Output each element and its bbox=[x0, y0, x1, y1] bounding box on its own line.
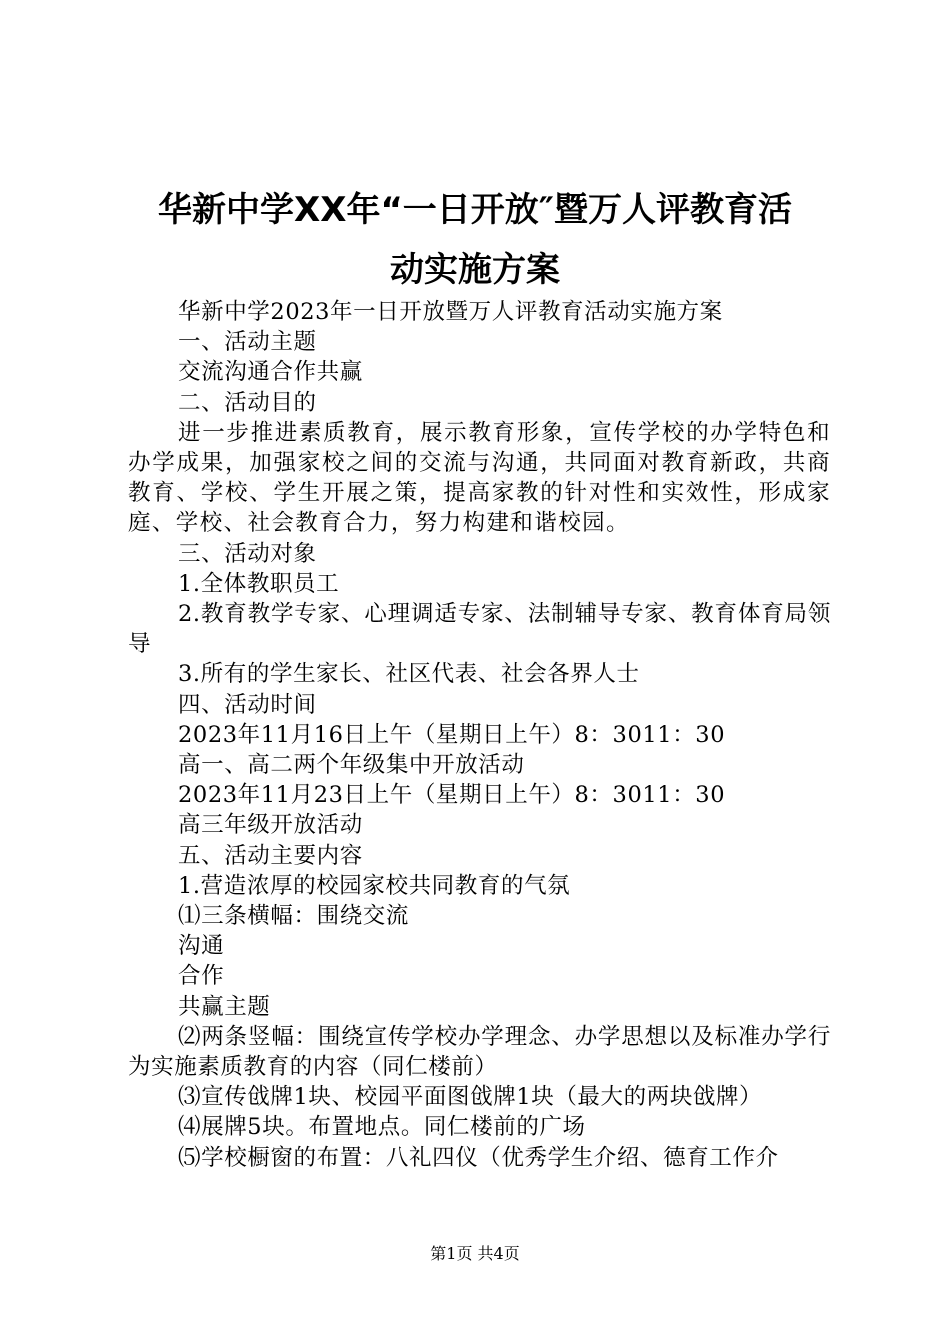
list-item-banner-communicate: 沟通 bbox=[178, 933, 225, 960]
document-title-line-2: 动实施方案 bbox=[390, 250, 560, 290]
list-item-participant-1: 1.全体教职员工 bbox=[178, 570, 340, 597]
document-body bbox=[128, 297, 831, 1173]
paragraph-date-2-desc: 高三年级开放活动 bbox=[178, 812, 363, 839]
paragraph-purpose: 进一步推进素质教育，展示教育形象，宣传学校的办学特色和办学成果，加强家校之间的交流与沟通，共同面对教育新政，共商教育、学校、学生开展之策，提高家教的针对性和实效性，形成家庭、学校、社会教育合力，努力构建和谐校园。 bbox=[128, 419, 831, 537]
list-item-display-boards: ⑷展牌5块。布置地点。同仁楼前的广场 bbox=[178, 1114, 586, 1141]
list-item-content-1: 1.营造浓厚的校园家校共同教育的气氛 bbox=[178, 872, 571, 899]
list-item-banner-cooperate: 合作 bbox=[178, 963, 225, 990]
section-heading-theme: 一、活动主题 bbox=[178, 329, 317, 356]
list-item-signboards: ⑶宣传戗牌1块、校园平面图戗牌1块（最大的两块戗牌） bbox=[178, 1084, 763, 1111]
paragraph-date-2: 2023年11月23日上午（星期日上午）8：3011：30 bbox=[178, 782, 726, 809]
document-title-line-1: 华新中学XX年“一日开放″暨万人评教育活 bbox=[158, 190, 792, 230]
list-item-participant-2: 2.教育教学专家、心理调适专家、法制辅导专家、教育体育局领导 bbox=[128, 601, 831, 658]
section-heading-time: 四、活动时间 bbox=[178, 691, 317, 718]
section-heading-content: 五、活动主要内容 bbox=[178, 842, 363, 869]
section-heading-purpose: 二、活动目的 bbox=[178, 389, 317, 416]
list-item-banner-winwin: 共赢主题 bbox=[178, 993, 271, 1020]
list-item-vertical-banners: ⑵两条竖幅：围绕宣传学校办学理念、办学思想以及标准办学行为实施素质教育的内容（同仁楼前） bbox=[128, 1023, 831, 1081]
section-heading-participants: 三、活动对象 bbox=[178, 540, 317, 567]
paragraph-date-1: 2023年11月16日上午（星期日上午）8：3011：30 bbox=[178, 721, 726, 748]
page-footer: 第1页 共4页 bbox=[430, 1244, 520, 1263]
list-item-banners: ⑴三条横幅：围绕交流 bbox=[178, 903, 410, 930]
list-item-showcase: ⑸学校橱窗的布置：八礼四仪（优秀学生介绍、德育工作介 bbox=[178, 1144, 779, 1171]
paragraph-subtitle: 华新中学2023年一日开放暨万人评教育活动实施方案 bbox=[178, 299, 723, 325]
paragraph-date-1-desc: 高一、高二两个年级集中开放活动 bbox=[178, 752, 525, 779]
paragraph-theme: 交流沟通合作共赢 bbox=[178, 359, 363, 386]
list-item-participant-3: 3.所有的学生家长、社区代表、社会各界人士 bbox=[178, 661, 640, 688]
